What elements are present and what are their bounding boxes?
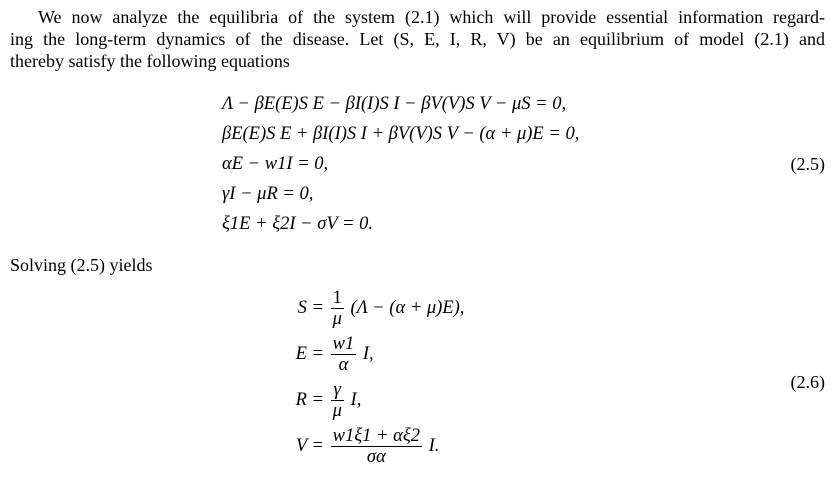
equation-system-2-5: [0, 90, 837, 240]
equation-number-2-6: (2.6): [790, 372, 825, 392]
fraction-r: $\frac{\gamma}{\mu}$: [332, 380, 342, 421]
equation-2-5-line-3: αE − w1I = 0,: [222, 154, 329, 174]
equation-number-2-5: (2.5): [790, 154, 825, 174]
solving-text: Solving (2.5) yields: [10, 255, 153, 275]
equation-2-6-r: R = $\frac{\gamma}{\mu}$ I,: [295, 380, 362, 421]
fraction-v: $\frac{w1\xi 1 + \alpha\xi 2}{\sigma\alpha}$: [332, 426, 421, 467]
equation-2-6-v: V = $\frac{w1\xi 1 + \alpha\xi 2}{\sigma\alpha}$ I.: [295, 426, 440, 467]
intro-paragraph: [10, 6, 825, 72]
fraction-e: $\frac{w1}{\alpha}$: [332, 334, 355, 375]
equation-2-6-e: E = $\frac{w1}{\alpha}$ I,: [295, 334, 374, 375]
equation-2-5-line-5: ξ1E + ξ2I − σV = 0.: [222, 214, 373, 234]
equation-2-5-line-4: γI − μR = 0,: [222, 184, 314, 204]
equation-2-5-line-1: Λ − βE(E)S E − βI(I)S I − βV(V)S V − μS = 0,: [222, 94, 567, 114]
intro-line-3: thereby satisfy the following equations: [10, 51, 290, 71]
solving-paragraph: [10, 254, 825, 276]
intro-line-2: ing the long-term dynamics of the disease. Let (S, E, I, R, V) be an equilibrium of model (2.1) and: [10, 29, 825, 49]
equation-2-6-s: S = $\frac{1}{\mu}$ (Λ − (α + μ)E),: [297, 288, 465, 329]
intro-line-1: We now analyze the equilibria of the system (2.1) which will provide essential information regard-: [38, 7, 825, 27]
fraction-s: $\frac{1}{\mu}$: [332, 288, 342, 329]
equation-system-2-6: [0, 286, 837, 476]
equation-2-5-line-2: βE(E)S E + βI(I)S I + βV(V)S V − (α + μ)E = 0,: [222, 124, 580, 144]
